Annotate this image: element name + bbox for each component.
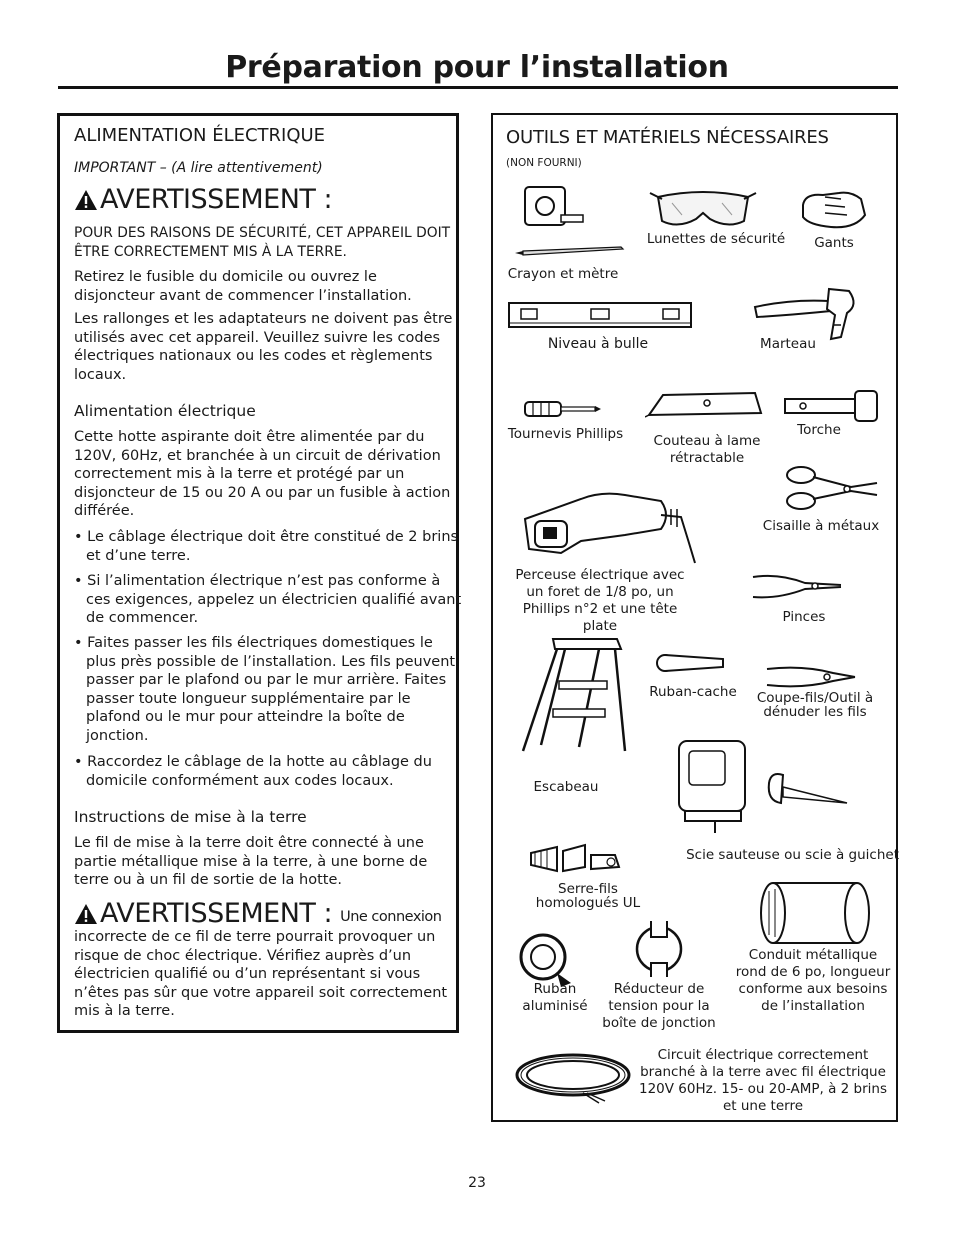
bullet-item: • Raccordez le câblage de la hotte au câblage du domicile conformément aux codes locaux. bbox=[74, 754, 432, 789]
tools-box bbox=[491, 113, 898, 1122]
bullet-item: • Si l’alimentation électrique n’est pas conforme à ces exigences, appelez un électricien qualifié avant de commencer. bbox=[74, 573, 462, 626]
label-perceuse: Perceuse électrique avec un foret de 1/8 po, un Phillips n°2 et une tête plate bbox=[515, 567, 685, 634]
wire-stripper-icon bbox=[763, 663, 859, 691]
grounding-paragraph: Le fil de mise à la terre doit être connecté à une partie métallique mise à la terre, à une borne de terre ou à un fil de sortie de la hotte. bbox=[74, 835, 428, 888]
electrical-supply-box bbox=[57, 113, 462, 1033]
page-title: Préparation pour l’installation bbox=[225, 50, 729, 85]
title-divider bbox=[58, 86, 898, 89]
label-coupe-fils: Coupe-fils/Outil à dénuder les fils bbox=[756, 690, 874, 720]
label-marteau: Marteau bbox=[760, 336, 816, 352]
label-conduit: Conduit métallique rond de 6 po, longueur conforme aux besoins de l’installation bbox=[735, 947, 891, 1014]
label-pinces: Pinces bbox=[782, 609, 826, 625]
bullet-item: • Le câblage électrique doit être constitué de 2 brins et d’une terre. bbox=[74, 529, 459, 564]
label-torche: Torche bbox=[797, 422, 841, 438]
pliers-icon bbox=[749, 569, 845, 603]
spirit-level-icon bbox=[507, 299, 693, 331]
page-number: 23 bbox=[468, 1175, 486, 1191]
hammer-icon bbox=[751, 285, 861, 341]
phillips-screwdriver-icon bbox=[523, 398, 603, 420]
torch-icon bbox=[781, 389, 881, 423]
tools-heading: OUTILS ET MATÉRIELS NÉCESSAIRES bbox=[506, 127, 829, 148]
tin-snips-icon bbox=[781, 463, 881, 515]
label-serre-fils: Serre-fils homologués UL bbox=[535, 881, 641, 911]
label-cisaille: Cisaille à métaux bbox=[762, 518, 880, 534]
warning-label: AVERTISSEMENT : bbox=[100, 898, 333, 929]
jigsaw-icon bbox=[675, 737, 751, 835]
label-couteau: Couteau à lame rétractable bbox=[653, 433, 761, 466]
step-ladder-icon bbox=[513, 635, 633, 759]
warning-triangle-icon bbox=[74, 189, 98, 211]
label-crayon: Crayon et mètre bbox=[507, 266, 619, 282]
warning-title bbox=[74, 184, 332, 215]
label-niveau: Niveau à bulle bbox=[547, 336, 649, 352]
extension-cord-paragraph: Les rallonges et les adaptateurs ne doivent pas être utilisés avec cet appareil. Veuillez suivre les codes électriques nationaux ou les codes et règlements locaux. bbox=[74, 311, 453, 383]
label-scie: Scie sauteuse ou scie à guichet bbox=[686, 847, 899, 863]
masking-tape-icon bbox=[653, 653, 727, 673]
subheading-grounding: Instructions de mise à la terre bbox=[74, 808, 307, 826]
label-gants: Gants bbox=[814, 235, 854, 251]
label-reducteur: Réducteur de tension pour la boîte de jonction bbox=[602, 981, 716, 1031]
electric-drill-icon bbox=[521, 479, 701, 567]
aluminum-tape-icon bbox=[517, 929, 573, 989]
warning-label: AVERTISSEMENT : bbox=[100, 184, 333, 215]
bullet-item: • Faites passer les fils électriques domestiques le plus près possible de l’installation. Les fils peuvent passer par le plafond ou par le mur arrière. Faites passer toute longueur supplémentaire par le plafond ou le mur pour atteindre la boîte de jonction. bbox=[74, 635, 456, 744]
safety-glasses-icon bbox=[648, 185, 758, 235]
section-heading: ALIMENTATION ÉLECTRIQUE bbox=[74, 125, 326, 146]
safety-paragraph: POUR DES RAISONS DE SÉCURITÉ, CET APPAREIL DOIT ÊTRE CORRECTEMENT MIS À LA TERRE. bbox=[74, 225, 451, 260]
fuse-paragraph: Retirez le fusible du domicile ou ouvrez le disjoncteur avant de commencer l’installation. bbox=[74, 269, 412, 304]
label-tournevis: Tournevis Phillips bbox=[507, 426, 624, 442]
warning-triangle-icon bbox=[74, 903, 98, 925]
keyhole-saw-icon bbox=[765, 769, 851, 809]
warning-title-2 bbox=[74, 898, 442, 929]
gloves-icon bbox=[795, 185, 875, 235]
utility-knife-icon bbox=[645, 389, 765, 419]
power-supply-paragraph: Cette hotte aspirante doit être alimentée par du 120V, 60Hz, et branchée à un circuit de dérivation correctement mis à la terre et protégé par un disjoncteur de 15 ou 20 A ou par un fusible à action différée. bbox=[74, 429, 451, 519]
tools-subheading: (NON FOURNI) bbox=[506, 157, 582, 169]
subheading-power-supply: Alimentation électrique bbox=[74, 402, 256, 420]
wire-nuts-icon bbox=[527, 837, 623, 877]
tape-measure-pencil-icon bbox=[511, 181, 631, 261]
warning-text: incorrecte de ce fil de terre pourrait provoquer un risque de choc électrique. Vérifiez auprès d’un électricien qualifié ou d’un représentant si vous n’êtes pas sûr que votre appareil soit correctement mis à la terre. bbox=[74, 929, 448, 1019]
metal-duct-icon bbox=[759, 881, 871, 945]
label-circuit: Circuit électrique correctement branché à la terre avec fil électrique 120V 60Hz. 15- ou 20-AMP, à 2 brins et une terre bbox=[639, 1047, 888, 1114]
label-ruban-cache: Ruban-cache bbox=[649, 684, 737, 700]
label-escabeau: Escabeau bbox=[533, 779, 599, 795]
label-lunettes: Lunettes de sécurité bbox=[646, 231, 786, 247]
label-ruban-alu: Ruban aluminisé bbox=[522, 981, 588, 1014]
warning-text-start: Une connexion bbox=[340, 908, 442, 925]
electrical-wire-coil-icon bbox=[513, 1049, 633, 1105]
important-note: IMPORTANT – (A lire attentivement) bbox=[74, 160, 323, 176]
strain-relief-icon bbox=[629, 919, 689, 979]
